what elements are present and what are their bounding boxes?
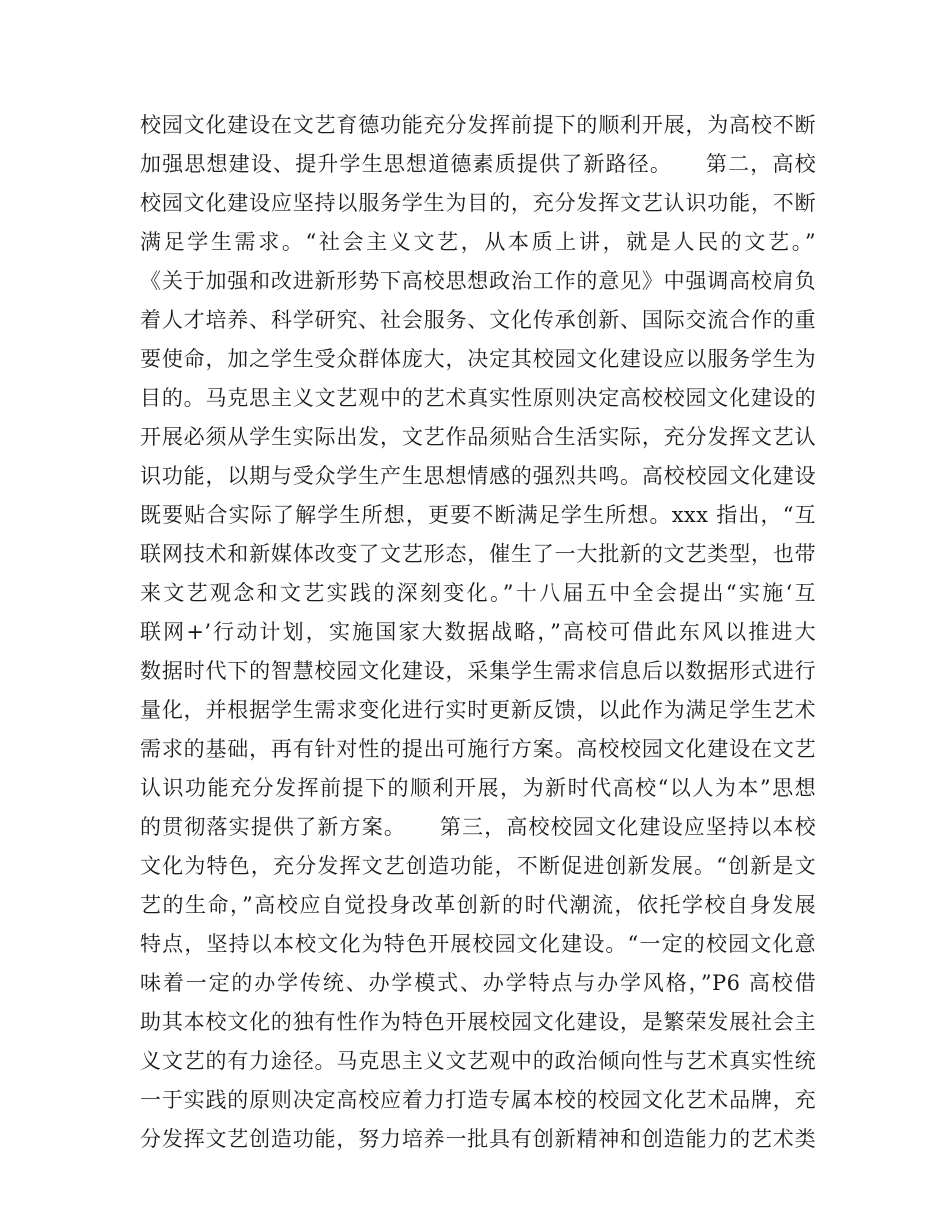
- text-line: 助其本校文化的独有性作为特色开展校园文化建设，是繁荣发展社会主: [140, 1010, 816, 1034]
- text-line: 开展必须从学生实际出发，文艺作品须贴合生活实际，充分发挥文艺认: [140, 425, 816, 449]
- text-line: 数据时代下的智慧校园文化建设，采集学生需求信息后以数据形式进行: [140, 659, 816, 683]
- text-line: 味着一定的办学传统、办学模式、办学特点与办学风格，”P6 高校借: [140, 971, 816, 995]
- text-line: 要使命，加之学生受众群体庞大，决定其校园文化建设应以服务学生为: [140, 347, 816, 371]
- text-line: 文化为特色，充分发挥文艺创造功能，不断促进创新发展。“创新是文: [140, 854, 816, 878]
- text-line: 的贯彻落实提供了新方案。 第三，高校校园文化建设应坚持以本校: [140, 815, 816, 839]
- text-line: 既要贴合实际了解学生所想，更要不断满足学生所想。xxx 指出，“互: [140, 503, 816, 527]
- text-line: 识功能，以期与受众学生产生思想情感的强烈共鸣。高校校园文化建设: [140, 464, 816, 488]
- text-line: 义文艺的有力途径。马克思主义文艺观中的政治倾向性与艺术真实性统: [140, 1049, 816, 1073]
- text-line: 校园文化建设应坚持以服务学生为目的，充分发挥文艺认识功能，不断: [140, 191, 816, 215]
- text-line: 认识功能充分发挥前提下的顺利开展，为新时代高校“以人为本”思想: [140, 776, 816, 800]
- text-line: 特点，坚持以本校文化为特色开展校园文化建设。“一定的校园文化意: [140, 932, 816, 956]
- text-line: 来文艺观念和文艺实践的深刻变化。”十八届五中全会提出“实施‘互: [140, 581, 816, 605]
- body-text: [140, 106, 816, 1159]
- text-line: 《关于加强和改进新形势下高校思想政治工作的意见》中强调高校肩负: [140, 269, 816, 293]
- text-line: 目的。马克思主义文艺观中的艺术真实性原则决定高校校园文化建设的: [140, 386, 816, 410]
- text-line: 着人才培养、科学研究、社会服务、文化传承创新、国际交流合作的重: [140, 308, 816, 332]
- text-line: 一于实践的原则决定高校应着力打造专属本校的校园文化艺术品牌，充: [140, 1088, 816, 1112]
- text-line: 加强思想建设、提升学生思想道德素质提供了新路径。 第二，高校: [140, 152, 816, 176]
- text-line: 联网技术和新媒体改变了文艺形态，催生了一大批新的文艺类型，也带: [140, 542, 816, 566]
- text-line: 需求的基础，再有针对性的提出可施行方案。高校校园文化建设在文艺: [140, 737, 816, 761]
- text-line: 量化，并根据学生需求变化进行实时更新反馈，以此作为满足学生艺术: [140, 698, 816, 722]
- text-line: 艺的生命，”高校应自觉投身改革创新的时代潮流，依托学校自身发展: [140, 893, 816, 917]
- text-line: 分发挥文艺创造功能，努力培养一批具有创新精神和创造能力的艺术类: [140, 1127, 816, 1151]
- text-line: 校园文化建设在文艺育德功能充分发挥前提下的顺利开展，为高校不断: [140, 113, 816, 137]
- text-line: 满足学生需求。“社会主义文艺，从本质上讲，就是人民的文艺。”: [140, 230, 816, 254]
- text-line: 联网+’行动计划，实施国家大数据战略，”高校可借此东风以推进大: [140, 620, 816, 644]
